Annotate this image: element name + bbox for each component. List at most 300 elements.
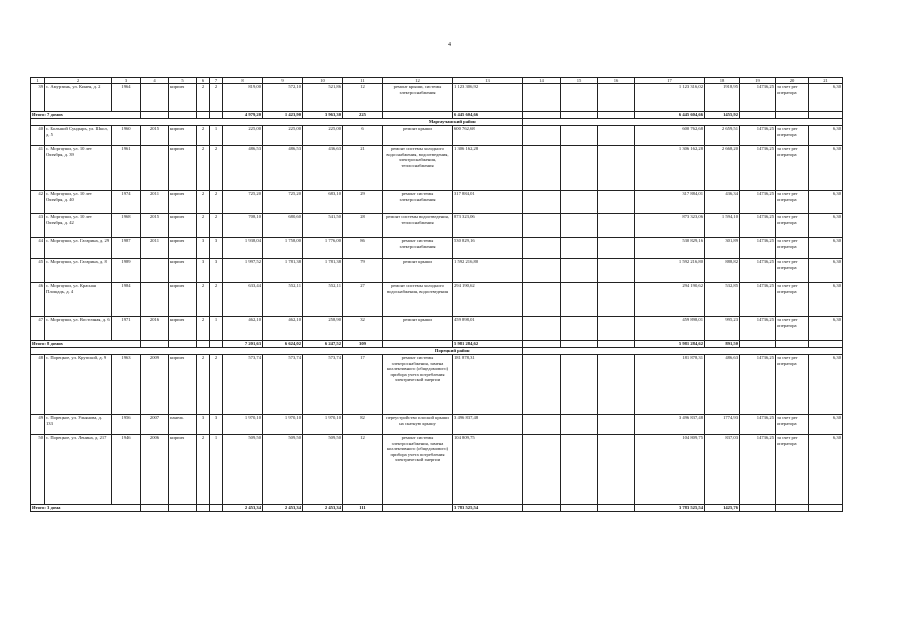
table-cell: 1974 <box>112 191 141 214</box>
table-cell: 6,30 <box>809 415 843 435</box>
table-cell: 6,30 <box>809 238 843 259</box>
table-cell: 1 594,10 <box>705 214 740 238</box>
table-cell: кирпич <box>169 126 197 146</box>
total-value: 2 453,34 <box>263 505 303 512</box>
table-cell: 6,30 <box>809 191 843 214</box>
table-cell: за счет рег оператора <box>776 355 809 415</box>
table-cell: 2009 <box>141 355 169 415</box>
table-cell: 532,85 <box>705 283 740 317</box>
table-row <box>31 259 843 283</box>
table-cell: 873 323,06 <box>635 214 705 238</box>
column-number-cell: 12 <box>383 78 453 84</box>
table-cell <box>598 126 635 146</box>
table-cell: 1 <box>210 317 223 341</box>
table-cell: 6,30 <box>809 126 843 146</box>
column-number-cell: 20 <box>776 78 809 84</box>
table-cell <box>561 341 598 348</box>
table-cell <box>598 191 635 214</box>
table-cell: ремонт системы холодного водоснабжения, водоотведения <box>383 283 453 317</box>
total-value: 2 453,34 <box>223 505 263 512</box>
total-value: 3 963,30 <box>303 112 343 119</box>
district-spacer <box>31 348 383 355</box>
table-cell: 459 898,01 <box>635 317 705 341</box>
column-number-cell: 21 <box>809 78 843 84</box>
table-cell: 258,90 <box>303 317 343 341</box>
table-cell: 2 <box>197 146 210 191</box>
table-cell <box>523 112 561 119</box>
table-cell: переустройство плоской крыши на скатную крышу <box>383 415 453 435</box>
table-cell: 14736,25 <box>740 415 776 435</box>
table-cell: 14736,25 <box>740 435 776 505</box>
table-cell: ремонт крыши <box>383 259 453 283</box>
table-cell: 2 <box>197 355 210 415</box>
table-cell: за счет рег оператора <box>776 283 809 317</box>
table-cell <box>561 191 598 214</box>
table-cell: кирпич <box>169 146 197 191</box>
table-cell: 1 123 306,92 <box>453 84 523 112</box>
table-row <box>31 214 843 238</box>
table-cell: 541,50 <box>303 214 343 238</box>
table-cell <box>141 505 169 512</box>
table-cell: за счет рег оператора <box>776 238 809 259</box>
table-cell <box>598 505 635 512</box>
table-cell <box>523 415 561 435</box>
table-cell: за счет рег оператора <box>776 146 809 191</box>
table-cell: 725,20 <box>263 191 303 214</box>
table-cell: 2 <box>197 84 210 112</box>
table-cell: 6,30 <box>809 84 843 112</box>
table-cell: ремонт крыши <box>383 126 453 146</box>
table-cell: за счет рег оператора <box>776 84 809 112</box>
table-cell: 42 <box>31 191 45 214</box>
table-cell: кирпич <box>169 435 197 505</box>
district-row <box>31 119 843 126</box>
table-cell: ремонт системы водоотведения, теплоснабжения <box>383 214 453 238</box>
table-cell: ремонт системы электроснабжения, замена коллективного (общедомового) прибора учета потребления электрической энергии <box>383 355 453 415</box>
column-number-cell: 3 <box>112 78 141 84</box>
table-cell: 14736,25 <box>740 126 776 146</box>
table-cell: 14736,25 <box>740 214 776 238</box>
table-cell: кирпич <box>169 238 197 259</box>
table-cell: панель <box>169 415 197 435</box>
table-cell: 39 <box>31 84 45 112</box>
table-cell <box>598 435 635 505</box>
table-cell <box>598 259 635 283</box>
table-cell: 2015 <box>141 214 169 238</box>
table-cell: 2 <box>197 435 210 505</box>
total-value: 3 783 525,54 <box>635 505 705 512</box>
table-cell: 837,03 <box>705 435 740 505</box>
table-cell: 1 592 216,80 <box>453 259 523 283</box>
table-cell <box>740 341 776 348</box>
table-cell <box>598 341 635 348</box>
table-cell: 301,89 <box>705 238 740 259</box>
table-cell: 28 <box>343 214 383 238</box>
table-cell: 2 <box>197 317 210 341</box>
table-cell: 2015 <box>141 126 169 146</box>
table-cell: с. Моргауши, ул. 10 лет Октября, д. 40 <box>45 191 112 214</box>
table-row <box>31 146 843 191</box>
table-cell <box>561 415 598 435</box>
table-cell: 2 <box>210 146 223 191</box>
table-cell <box>561 317 598 341</box>
table-cell: 14736,25 <box>740 259 776 283</box>
table-cell <box>141 283 169 317</box>
table-cell: 2011 <box>141 238 169 259</box>
table-row <box>31 191 843 214</box>
table-cell: ремонт системы электроснабжения <box>383 191 453 214</box>
table-cell <box>141 259 169 283</box>
table-cell: 41 <box>31 146 45 191</box>
table-cell: 40 <box>31 126 45 146</box>
table-cell: 6,30 <box>809 259 843 283</box>
total-value: 7 201,63 <box>223 341 263 348</box>
table-cell: 486,53 <box>223 146 263 191</box>
column-number-cell: 1 <box>31 78 45 84</box>
table-cell: 486,53 <box>263 146 303 191</box>
column-number-cell: 15 <box>561 78 598 84</box>
table-cell: 1 592 216,80 <box>635 259 705 283</box>
table-cell: 436,34 <box>705 191 740 214</box>
table-cell: 6,30 <box>809 214 843 238</box>
table-cell: 1918,95 <box>705 84 740 112</box>
table-cell: 6,30 <box>809 146 843 191</box>
column-number-cell: 8 <box>223 78 263 84</box>
table-cell <box>523 505 561 512</box>
table-cell <box>598 238 635 259</box>
table-cell: 1 <box>210 435 223 505</box>
table-cell: 1774,93 <box>705 415 740 435</box>
table-cell: 50 <box>31 435 45 505</box>
table-row <box>31 126 843 146</box>
table-cell: 1956 <box>112 415 141 435</box>
table-cell: 633,44 <box>223 283 263 317</box>
table-cell <box>523 435 561 505</box>
table-cell <box>210 505 223 512</box>
table-cell: 819,00 <box>223 84 263 112</box>
table-cell <box>598 415 635 435</box>
table-cell: 12 <box>343 84 383 112</box>
table-cell: 1 970,10 <box>263 415 303 435</box>
table-cell: за счет рег оператора <box>776 191 809 214</box>
total-row <box>31 112 843 119</box>
total-label: Итого: 7 домов <box>31 112 141 119</box>
table-cell: 225,00 <box>303 126 343 146</box>
table-cell: ремонт крыши <box>383 317 453 341</box>
table-cell: 462,10 <box>223 317 263 341</box>
table-cell: 1963 <box>112 355 141 415</box>
table-cell: 725,20 <box>223 191 263 214</box>
table-cell <box>169 112 197 119</box>
table-cell: 573,74 <box>263 355 303 415</box>
table-cell: 1 781,38 <box>263 259 303 283</box>
table-cell <box>523 283 561 317</box>
table-cell: 1 997,52 <box>223 259 263 283</box>
table-cell: 3 496 837,48 <box>635 415 705 435</box>
column-number-cell: 17 <box>635 78 705 84</box>
table-cell: 225,00 <box>223 126 263 146</box>
table-row <box>31 238 843 259</box>
table-cell: с. Порецкое, ул. Крупской, д. 9 <box>45 355 112 415</box>
table-cell: 3 <box>210 415 223 435</box>
total-label: Итого: 3 дома <box>31 505 141 512</box>
table-cell: кирпич <box>169 214 197 238</box>
table-cell: за счет рег оператора <box>776 415 809 435</box>
table-cell: 27 <box>343 283 383 317</box>
table-cell: 47 <box>31 317 45 341</box>
table-cell <box>523 214 561 238</box>
table-cell <box>523 317 561 341</box>
table-cell: 436,63 <box>303 146 343 191</box>
table-row <box>31 415 843 435</box>
column-number-cell: 14 <box>523 78 561 84</box>
total-value: 225 <box>343 112 383 119</box>
table-cell <box>740 505 776 512</box>
table-cell: 14736,25 <box>740 84 776 112</box>
table-cell: 86 <box>343 238 383 259</box>
table-cell: 6,30 <box>809 435 843 505</box>
table-cell <box>598 112 635 119</box>
district-name: Маргаучанский район <box>383 119 523 126</box>
table-cell <box>383 341 453 348</box>
total-value: 1455,92 <box>705 112 740 119</box>
table-cell: 2 659,51 <box>705 126 740 146</box>
table-cell: 2 <box>210 191 223 214</box>
table-cell: 509,50 <box>263 435 303 505</box>
table-cell <box>598 84 635 112</box>
table-cell: 1989 <box>112 259 141 283</box>
total-value: 309 <box>343 341 383 348</box>
table-cell <box>561 283 598 317</box>
table-cell: ремонт системы холодного водоснабжения, водоотведения, электроснабжения, теплоснабжения <box>383 146 453 191</box>
table-cell: 1984 <box>112 283 141 317</box>
table-cell: 1960 <box>112 126 141 146</box>
table-cell: ремонт системы электроснабжения <box>383 238 453 259</box>
table-cell: 1968 <box>112 214 141 238</box>
table-cell: 45 <box>31 259 45 283</box>
table-cell: 225,00 <box>263 126 303 146</box>
table-cell: ремонт системы электроснабжения, замена коллективного (общедомового) прибора учета потребления электрической энергии <box>383 435 453 505</box>
column-number-cell: 10 <box>303 78 343 84</box>
table-cell: 14736,25 <box>740 355 776 415</box>
table-cell <box>561 505 598 512</box>
table-cell: 3 <box>197 259 210 283</box>
table-cell: 44 <box>31 238 45 259</box>
table-cell <box>776 112 809 119</box>
table-cell <box>523 84 561 112</box>
table-cell: 2011 <box>141 191 169 214</box>
table-cell: 14736,25 <box>740 191 776 214</box>
total-value: 3 783 525,54 <box>453 505 523 512</box>
table-cell <box>561 355 598 415</box>
district-spacer <box>31 119 383 126</box>
table-cell: 552,11 <box>303 283 343 317</box>
column-number-cell: 16 <box>598 78 635 84</box>
table-cell: с. Моргауши, ул. 10 лет Октября, д. 42 <box>45 214 112 238</box>
table-cell: 3 496 837,48 <box>453 415 523 435</box>
total-value: 2 453,34 <box>303 505 343 512</box>
table-cell: 600 762,68 <box>453 126 523 146</box>
district-spacer <box>523 119 843 126</box>
table-cell <box>523 259 561 283</box>
table-cell <box>809 112 843 119</box>
table-cell <box>561 84 598 112</box>
table-cell: с. Порецкое, ул. Ульянова, д. 133 <box>45 415 112 435</box>
table-cell: 1 306 162,28 <box>635 146 705 191</box>
table-cell <box>561 146 598 191</box>
table-cell <box>561 259 598 283</box>
total-value: 111 <box>343 505 383 512</box>
table-cell: 1961 <box>112 146 141 191</box>
table-cell: с. Моргауши, ул. 10 лет Октября, д. 39 <box>45 146 112 191</box>
table-cell: 459 898,01 <box>453 317 523 341</box>
table-cell <box>383 505 453 512</box>
table-row <box>31 435 843 505</box>
table-cell: 2 <box>197 283 210 317</box>
district-row <box>31 348 843 355</box>
table-cell <box>561 214 598 238</box>
table-cell: 48 <box>31 355 45 415</box>
table-cell: 1987 <box>112 238 141 259</box>
table-cell: 521,86 <box>303 84 343 112</box>
table-cell: 1 938,04 <box>223 238 263 259</box>
column-number-cell: 5 <box>169 78 197 84</box>
table-cell: 14736,25 <box>740 146 776 191</box>
table-cell <box>523 126 561 146</box>
table-cell: 49 <box>31 415 45 435</box>
table-cell: 683,10 <box>303 191 343 214</box>
table-cell: 1 <box>210 126 223 146</box>
table-row <box>31 317 843 341</box>
table-cell: 21 <box>343 146 383 191</box>
table-cell: за счет рег оператора <box>776 317 809 341</box>
table-cell: 509,50 <box>303 435 343 505</box>
table-cell <box>598 317 635 341</box>
table-cell: за счет рег оператора <box>776 126 809 146</box>
table-cell: 181 878,31 <box>635 355 705 415</box>
table-row <box>31 355 843 415</box>
table-cell: 680,60 <box>263 214 303 238</box>
table-cell <box>561 238 598 259</box>
table-cell: 530 829,16 <box>635 238 705 259</box>
table-cell <box>197 341 210 348</box>
table-cell <box>561 112 598 119</box>
table-cell: 294 190,62 <box>635 283 705 317</box>
column-number-cell: 19 <box>740 78 776 84</box>
table-cell <box>598 355 635 415</box>
table-cell: 572,10 <box>263 84 303 112</box>
column-number-cell: 11 <box>343 78 383 84</box>
table-cell: 2007 <box>141 415 169 435</box>
table-cell <box>523 355 561 415</box>
table-cell: 14736,25 <box>740 317 776 341</box>
table-cell: 181 878,31 <box>453 355 523 415</box>
table-cell: 6 <box>343 126 383 146</box>
table-cell: 6,30 <box>809 317 843 341</box>
column-number-cell: 4 <box>141 78 169 84</box>
table-cell: кирпич <box>169 283 197 317</box>
table-cell: за счет рег оператора <box>776 435 809 505</box>
table-cell: 1 758,00 <box>263 238 303 259</box>
table-cell: 1 306 162,28 <box>453 146 523 191</box>
column-number-cell: 7 <box>210 78 223 84</box>
table-cell: 995,23 <box>705 317 740 341</box>
table-cell: 3 <box>197 415 210 435</box>
district-spacer <box>523 348 843 355</box>
table-row <box>31 84 843 112</box>
table-cell: 2 668,20 <box>705 146 740 191</box>
page-number: 4 <box>448 42 451 48</box>
table-cell: 3 <box>210 259 223 283</box>
table-cell: 46 <box>31 283 45 317</box>
table-cell: 486,63 <box>705 355 740 415</box>
table-cell: 600 762,68 <box>635 126 705 146</box>
total-label: Итого: 8 домов <box>31 341 141 348</box>
table-cell <box>523 191 561 214</box>
table-cell: 573,74 <box>303 355 343 415</box>
table-cell: 6,30 <box>809 283 843 317</box>
total-value: 6 624,02 <box>263 341 303 348</box>
table-cell <box>809 341 843 348</box>
total-value: 891,50 <box>705 341 740 348</box>
table-cell <box>169 341 197 348</box>
table-cell: 2 <box>210 214 223 238</box>
table-cell <box>169 505 197 512</box>
table-cell: за счет рег оператора <box>776 214 809 238</box>
table-cell: 294 190,62 <box>453 283 523 317</box>
total-value: 5 981 284,62 <box>635 341 705 348</box>
table-cell <box>383 112 453 119</box>
table-cell: кирпич <box>169 259 197 283</box>
table-cell: 2 <box>210 84 223 112</box>
table-cell: кирпич <box>169 191 197 214</box>
table-cell: кирпич <box>169 84 197 112</box>
table-cell <box>523 238 561 259</box>
table-cell: 708,10 <box>223 214 263 238</box>
total-value: 6 445 604,66 <box>635 112 705 119</box>
table-cell: 3 <box>210 238 223 259</box>
total-value: 6 247,52 <box>303 341 343 348</box>
table-cell: 2016 <box>141 317 169 341</box>
table-cell <box>561 126 598 146</box>
column-number-cell: 9 <box>263 78 303 84</box>
table-cell <box>598 283 635 317</box>
table-cell <box>740 112 776 119</box>
table-cell <box>210 341 223 348</box>
table-cell: с. Моргауши, ул. Гагарина, д. 8 <box>45 259 112 283</box>
table-cell <box>809 505 843 512</box>
table-cell: 32 <box>343 317 383 341</box>
total-value: 1425,76 <box>705 505 740 512</box>
table-cell <box>598 214 635 238</box>
table-cell: 3 <box>197 238 210 259</box>
table-cell: 2 <box>210 283 223 317</box>
capital-repair-register-table <box>30 77 843 512</box>
total-value: 4 979,20 <box>223 112 263 119</box>
table-cell: с. Порецкое, ул. Ленина, д. 217 <box>45 435 112 505</box>
total-value: 5 981 284,62 <box>453 341 523 348</box>
table-row <box>31 283 843 317</box>
table-cell: 2 <box>197 126 210 146</box>
table-cell: 2 <box>197 214 210 238</box>
table-cell: 6,30 <box>809 355 843 415</box>
table-cell <box>141 341 169 348</box>
table-cell: 888,82 <box>705 259 740 283</box>
table-cell: 14736,25 <box>740 283 776 317</box>
table-cell: 43 <box>31 214 45 238</box>
table-cell: 29 <box>343 191 383 214</box>
table-cell <box>561 435 598 505</box>
